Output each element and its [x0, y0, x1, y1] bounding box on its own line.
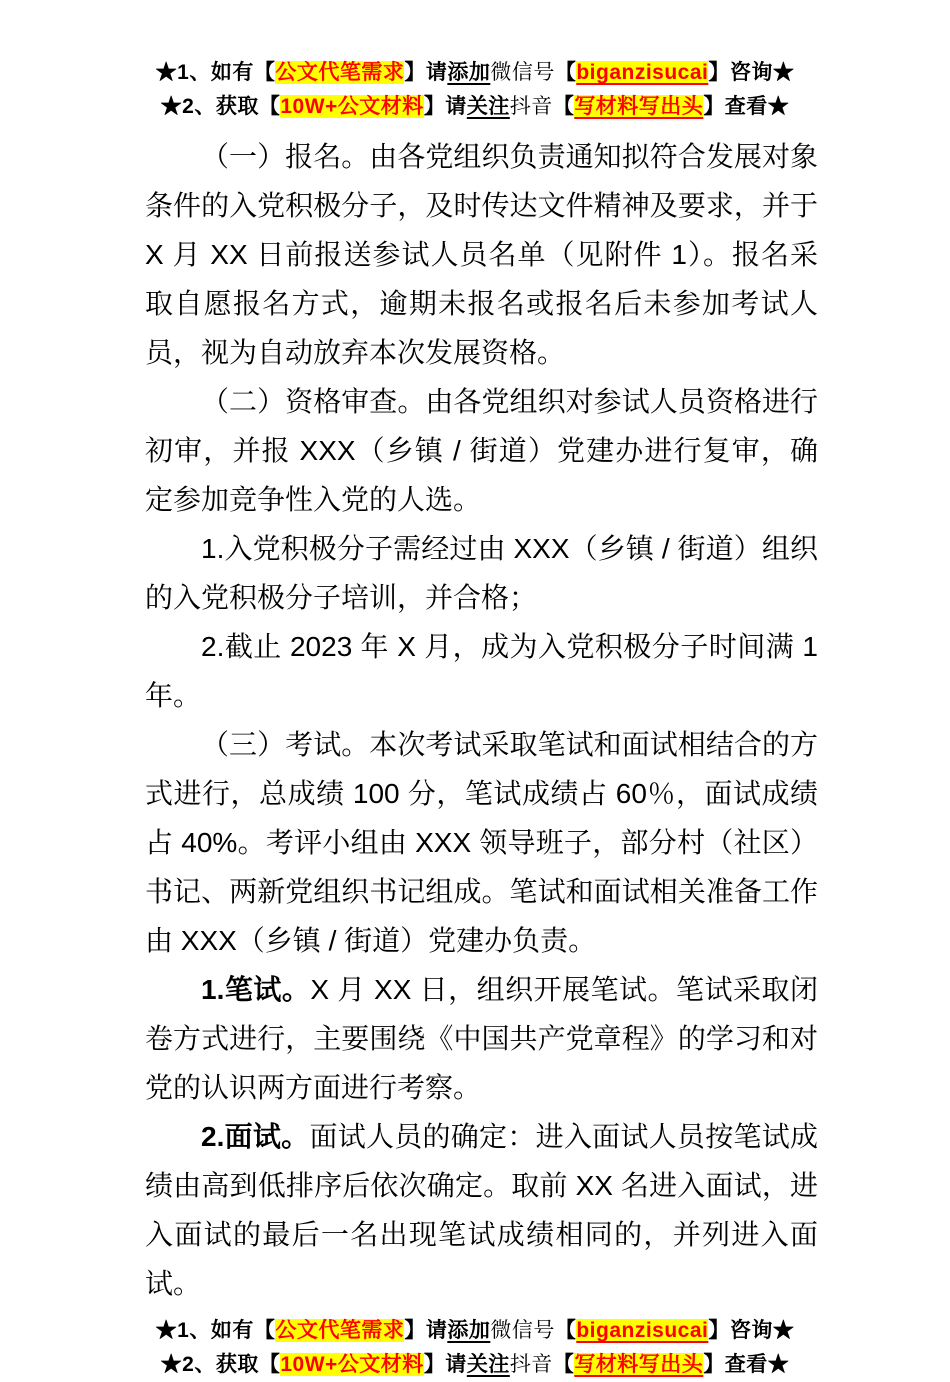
promo-text: 【 [554, 61, 577, 84]
promo-highlight-text: 写材料写出头 [574, 1353, 704, 1376]
promo-highlight-text: 公文代笔需求 [275, 1319, 405, 1342]
promo-line-2 [0, 90, 950, 124]
paragraph-text: （三）考试。本次考试采取笔试和面试相结合的方式进行，总成绩 100 分，笔试成绩占 60％，面试成绩占 40%。考评小组由 XXX 领导班子，部分村（社区）书记、两新党组织书记组成。笔试和面试相关准备工作由 XXX（乡镇 / 街道）党建办负责。 [145, 729, 818, 956]
para-bishi [145, 965, 818, 1112]
promo-line-1 [0, 56, 950, 90]
promo-text: 】请 [423, 95, 467, 118]
promo-text: 】请 [423, 1353, 467, 1376]
para-baoming [145, 132, 818, 377]
para-tiaojian-1 [145, 524, 818, 622]
para-mianshi [145, 1112, 818, 1308]
promo-text: 】请 [404, 1319, 448, 1342]
promo-text: ★1、如有【 [155, 1319, 276, 1342]
promo-text: 】咨询★ [708, 61, 795, 84]
promo-text: ★2、获取【 [160, 95, 281, 118]
promo-text: 】查看★ [703, 1353, 790, 1376]
paragraph-lead-bold: 2.面试。 [201, 1121, 310, 1152]
promo-text: 添加 [447, 1319, 491, 1342]
paragraph-text: 2.截止 2023 年 X 月，成为入党积极分子时间满 1 年。 [145, 631, 818, 711]
promo-highlight-text: 10W+公文材料 [280, 1353, 424, 1376]
promo-highlight-text: 10W+公文材料 [280, 95, 424, 118]
promo-banner-top [0, 0, 950, 124]
promo-highlight-text: 写材料写出头 [574, 95, 704, 118]
promo-line-2 [0, 1348, 950, 1382]
promo-text: 微信号 [490, 61, 555, 84]
promo-text: ★1、如有【 [155, 61, 276, 84]
promo-text: 添加 [447, 61, 491, 84]
promo-text: ★2、获取【 [160, 1353, 281, 1376]
para-tiaojian-2 [145, 622, 818, 720]
promo-text: 【 [554, 1319, 577, 1342]
promo-banner-bottom [0, 1314, 950, 1382]
paragraph-text: 面试人员的确定：进入面试人员按笔试成绩由高到低排序后依次确定。取前 XX 名进入面试，进入面试的最后一名出现笔试成绩相同的，并列进入面试。 [145, 1121, 818, 1299]
promo-text: 【 [552, 1353, 575, 1376]
para-kaoshi [145, 720, 818, 965]
promo-text: 关注 [466, 95, 510, 118]
document-body [0, 132, 950, 1308]
promo-text: 抖音 [509, 1353, 553, 1376]
promo-text: 】查看★ [703, 95, 790, 118]
paragraph-text: （一）报名。由各党组织负责通知拟符合发展对象条件的入党积极分子，及时传达文件精神及要求，并于 X 月 XX 日前报送参试人员名单（见附件 1）。报名采取自愿报名方式，逾期未报名或报名后未参加考试人员，视为自动放弃本次发展资格。 [145, 141, 818, 368]
promo-line-1 [0, 1314, 950, 1348]
para-zige-shencha [145, 377, 818, 524]
promo-text: 】请 [404, 61, 448, 84]
promo-text: 【 [552, 95, 575, 118]
paragraph-text: X 月 XX 日，组织开展笔试。笔试采取闭卷方式进行，主要围绕《中国共产党章程》的学习和对党的认识两方面进行考察。 [145, 974, 818, 1103]
paragraph-text: 1.入党积极分子需经过由 XXX（乡镇 / 街道）组织的入党积极分子培训，并合格； [145, 533, 818, 613]
promo-text: 微信号 [490, 1319, 555, 1342]
promo-text: 】咨询★ [708, 1319, 795, 1342]
paragraph-text: （二）资格审查。由各党组织对参试人员资格进行初审，并报 XXX（乡镇 / 街道）党建办进行复审，确定参加竞争性入党的人选。 [145, 386, 818, 515]
promo-highlight-text: biganzisucai [576, 1319, 709, 1342]
promo-highlight-text: biganzisucai [576, 61, 709, 84]
promo-text: 抖音 [509, 95, 553, 118]
paragraph-lead-bold: 1.笔试。 [201, 974, 311, 1005]
promo-highlight-text: 公文代笔需求 [275, 61, 405, 84]
promo-text: 关注 [466, 1353, 510, 1376]
